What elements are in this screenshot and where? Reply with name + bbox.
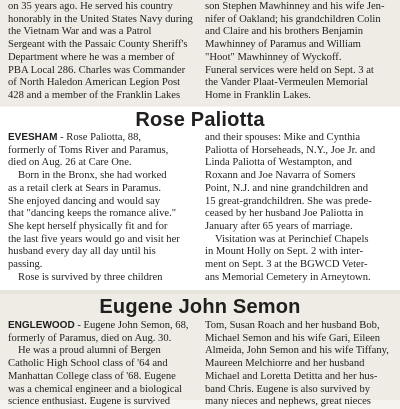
text-line: the last five years would go and visit her xyxy=(8,233,180,245)
obituary-body xyxy=(0,320,400,409)
text-line: the Vietnam War and was a Patrol xyxy=(8,26,152,38)
text-line: Born in the Bronx, she had worked xyxy=(18,170,167,182)
previous-obituary-right-column xyxy=(205,0,392,103)
text-line: husband every day all day until his xyxy=(8,246,156,258)
text-line: Point, N.J. and nine grandchildren and xyxy=(205,182,368,194)
text-line: Visitation was at Perinchief Chapels xyxy=(215,233,369,245)
text-line: She kept herself physically fit and for xyxy=(8,220,168,232)
text-line: Tom, Susan Roach and her husband Bob, xyxy=(205,320,380,331)
text-line: science enthusiast. Eugene is survived xyxy=(8,396,171,408)
text-line: Michael Semon and his wife Gari, Eileen xyxy=(205,332,381,344)
text-line: Catholic High School class of '64 and xyxy=(8,358,168,370)
text-line: formerly of Toms River and Paramus, xyxy=(8,144,169,156)
obituary-left-column xyxy=(8,132,195,284)
text-line: ment on Sept. 3 at the BGWCD Veter- xyxy=(205,259,368,271)
text-line: "Hoot" Mawhinney of Wyckoff. xyxy=(205,51,342,63)
text-line: son Stephen Mawhinney and his wife Jen- xyxy=(205,1,385,12)
text-line: ceased by her husband Joe Paliotta in xyxy=(205,208,364,220)
text-line: as a retail clerk at Sears in Paramus. xyxy=(8,182,161,194)
obituary-left-column xyxy=(8,320,195,409)
text-line: and their spouses: Mike and Cynthia xyxy=(205,132,361,143)
text-line: Maureen Melchiorre and her husband xyxy=(205,358,365,370)
text-line: PBA Local 286. Charles was Commander xyxy=(8,64,186,76)
text-line xyxy=(8,320,195,333)
text-line: ans Memorial Cemetery in Arneytown. xyxy=(205,271,371,283)
text-line: Department where he was a member of xyxy=(8,51,175,63)
text-line: Sergeant with the Passaic County Sheriff's xyxy=(8,39,188,51)
text-line: Home in Franklin Lakes. xyxy=(205,89,311,101)
dateline: EVESHAM xyxy=(8,132,58,143)
text-line xyxy=(8,132,195,145)
text-line: She enjoyed dancing and would say xyxy=(8,195,161,207)
text-line: 428 and a member of the Franklin Lakes xyxy=(8,89,181,101)
text-line: He was a proud alumni of Bergen xyxy=(18,345,161,357)
previous-obituary-continuation xyxy=(0,0,400,106)
text-line: of North Haledon American Legion Post xyxy=(8,77,181,89)
text-line: many nieces and nephews, great nieces xyxy=(205,396,371,408)
text-line: Almeida, John Semon and his wife Tiffany, xyxy=(205,345,389,357)
text-line: on 35 years ago. He served his country xyxy=(8,1,173,12)
obituary-title: Eugene John Semon xyxy=(99,296,301,318)
text-line: Manhattan College class of '68. Eugene xyxy=(8,370,176,382)
text-line: January after 65 years of marriage. xyxy=(205,220,353,232)
text-line: band Chris. Eugene is also survived by xyxy=(205,383,371,395)
text-line: honorably in the United States Navy during xyxy=(8,13,193,25)
text-line: died on Aug. 26 at Care One. xyxy=(8,157,132,169)
text-line: passing. xyxy=(8,259,43,271)
text-line: in Mount Holly on Sept. 2 with inter- xyxy=(205,246,364,258)
text-line: that "dancing keeps the romance alive." xyxy=(8,208,177,220)
previous-obituary-left-column xyxy=(8,0,195,103)
text-line: Michael and Loretta Detitta and her hus- xyxy=(205,370,378,382)
text-line: formerly of Paramus, died on Aug. 30. xyxy=(8,332,172,344)
text-line: Funeral services were held on Sept. 3 at xyxy=(205,64,374,76)
text-line: Mawhinney of Paramus and William xyxy=(205,39,361,51)
text-line: Linda Paliotta of Westampton, and xyxy=(205,157,352,169)
obituary-eugene-john-semon xyxy=(0,294,400,408)
dateline: ENGLEWOOD xyxy=(8,320,75,331)
text-line: Roxann and Joe Navarra of Somers xyxy=(205,170,356,182)
text-line: was a chemical engineer and a biological xyxy=(8,383,183,395)
obituary-right-column xyxy=(205,132,392,284)
obituary-rose-paliotta xyxy=(0,107,400,290)
obituary-body xyxy=(0,132,400,284)
text-line: Paliotta of Horseheads, N.Y., Joe Jr. and xyxy=(205,144,376,156)
text-line: Rose is survived by three children xyxy=(18,271,163,283)
text-line: nifer of Oakland; his grandchildren Colin xyxy=(205,13,381,25)
obituary-right-column xyxy=(205,320,392,409)
text-fragment: - Eugene John Semon, 68, xyxy=(74,320,189,331)
text-line: the Vander Plaat-Vermeulen Memorial xyxy=(205,77,369,89)
obituary-title: Rose Paliotta xyxy=(135,109,265,131)
text-line: 15 great-grandchildren. She was prede- xyxy=(205,195,372,207)
text-fragment: - Rose Paliotta, 88, xyxy=(57,132,142,143)
text-line: and Claire and his brothers Benjamin xyxy=(205,26,363,38)
